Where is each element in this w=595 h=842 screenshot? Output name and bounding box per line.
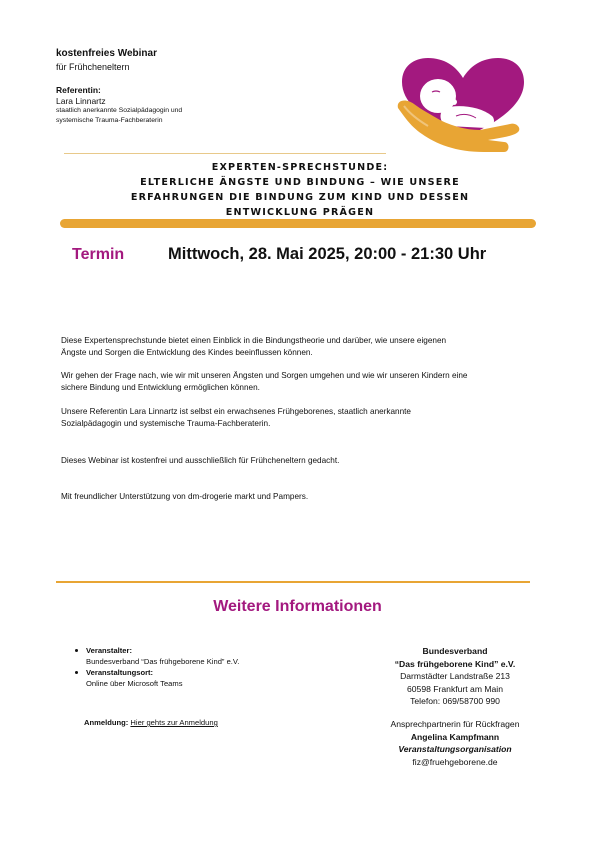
- paragraph-line: Wir gehen der Frage nach, wie wir mit unseren Ängsten und Sorgen umgehen und wie wir unseren Kindern eine: [61, 371, 468, 380]
- webinar-audience: für Frühcheneltern: [56, 62, 130, 72]
- referent-label: Referentin:: [56, 85, 101, 95]
- paragraph-line: Sozialpädagogin und systemische Trauma-Fachberaterin.: [61, 419, 271, 428]
- description-paragraph: [61, 335, 541, 359]
- contact-label: Ansprechpartnerin für Rückfragen: [390, 718, 520, 729]
- description-paragraph: [61, 370, 541, 394]
- registration-row: [84, 718, 218, 727]
- location-label: Veranstaltungsort:: [86, 668, 154, 677]
- paragraph-line: Unsere Referentin Lara Linnartz ist selbst ein erwachsenes Frühgeborenes, staatlich anerkannte: [61, 407, 411, 416]
- contact-block: [372, 645, 538, 768]
- termin-date-time: Mittwoch, 28. Mai 2025, 20:00 - 21:30 Uhr: [168, 245, 487, 263]
- registration-label: Anmeldung:: [84, 718, 129, 727]
- info-heading: Weitere Informationen: [213, 598, 382, 615]
- headline-divider-thin: [64, 153, 386, 154]
- event-headline: [100, 160, 500, 220]
- contact-role: Veranstaltungsorganisation: [398, 744, 512, 755]
- contact-name: Angelina Kampfmann: [410, 731, 500, 742]
- info-list: [72, 645, 312, 689]
- org-street: Darmstädter Landstraße 213: [400, 671, 510, 682]
- organizer-value: Bundesverband “Das frühgeborene Kind” e.V.: [86, 657, 240, 666]
- referent-paragraph: [61, 406, 541, 430]
- paragraph-line: Ängste und Sorgen die Entwicklung des Kindes beeinflussen können.: [61, 348, 313, 357]
- headline-line: EXPERTEN-SPRECHSTUNDE:: [211, 162, 389, 173]
- registration-link[interactable]: Hier gehts zur Anmeldung: [130, 718, 218, 727]
- organizer-label: Veranstalter:: [86, 646, 133, 655]
- webinar-title: kostenfreies Webinar: [56, 48, 157, 59]
- location-value: Online über Microsoft Teams: [86, 679, 183, 688]
- section-divider: [56, 581, 530, 583]
- list-item: [72, 645, 312, 667]
- contact-email[interactable]: fiz@fruehgeborene.de: [412, 756, 498, 767]
- org-city: 60598 Frankfurt am Main: [406, 683, 503, 694]
- referent-description-line2: systemische Trauma-Fachberaterin: [56, 117, 163, 124]
- org-name-line2: “Das frühgeborene Kind” e.V.: [394, 658, 516, 669]
- paragraph-line: Diese Expertensprechstunde bietet einen Einblick in die Bindungstheorie und darüber, wie unsere eigenen: [61, 336, 447, 345]
- referent-description-line1: staatlich anerkannte Sozialpädagogin und: [56, 107, 183, 114]
- sponsor-paragraph: Mit freundlicher Unterstützung von dm-drogerie markt und Pampers.: [61, 492, 309, 501]
- headline-line: ELTERLICHE ÄNGSTE UND BINDUNG – WIE UNSERE: [140, 177, 460, 188]
- paragraph-line: sichere Bindung und Entwicklung ermöglichen können.: [61, 383, 260, 392]
- org-phone: Telefon: 069/58700 990: [410, 696, 500, 707]
- headline-divider-bar: [60, 219, 536, 228]
- baby-in-hand-heart-logo-icon: [396, 56, 530, 156]
- org-name-line1: Bundesverband: [422, 646, 488, 656]
- audience-paragraph: Dieses Webinar ist kostenfrei und ausschließlich für Frühcheneltern gedacht.: [61, 456, 340, 465]
- termin-label: Termin: [72, 246, 125, 263]
- referent-name: Lara Linnartz: [56, 96, 106, 106]
- spacer: [372, 708, 538, 718]
- headline-line: ERFAHRUNGEN DIE BINDUNG ZUM KIND UND DESSEN: [130, 192, 470, 203]
- list-item: [72, 667, 312, 689]
- headline-line: ENTWICKLUNG PRÄGEN: [225, 207, 375, 218]
